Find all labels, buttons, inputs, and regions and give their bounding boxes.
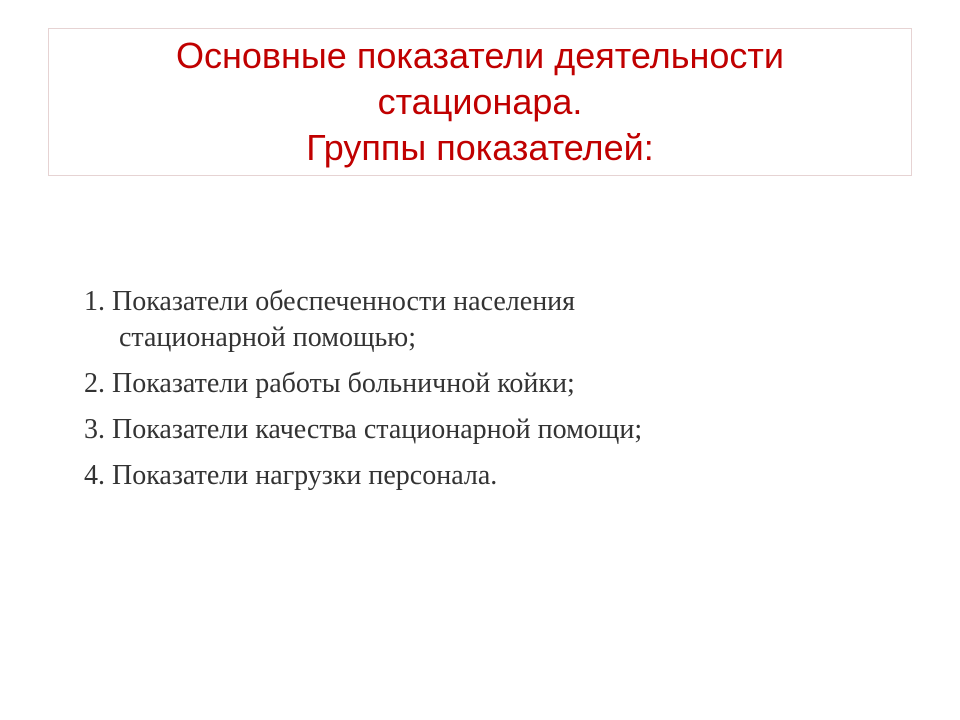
slide-title <box>48 28 912 176</box>
list-item-4 <box>84 458 904 494</box>
list-item-3 <box>84 412 904 448</box>
list-item-text: 4. Показатели нагрузки персонала. <box>84 460 498 491</box>
title-line-1: Основные показатели деятельности <box>176 35 784 76</box>
title-line-3: Группы показателей: <box>306 127 654 168</box>
list-item-1 <box>84 284 904 356</box>
list-item-text-continuation: стационарной помощью; <box>119 322 416 353</box>
list-item-text: 1. Показатели обеспеченности населения <box>84 286 576 317</box>
list-item-2 <box>84 366 904 402</box>
indicator-list <box>84 284 904 504</box>
list-item-text: 2. Показатели работы больничной койки; <box>84 368 575 399</box>
list-item-text: 3. Показатели качества стационарной помощи; <box>84 414 643 445</box>
title-line-2: стационара. <box>377 81 583 122</box>
